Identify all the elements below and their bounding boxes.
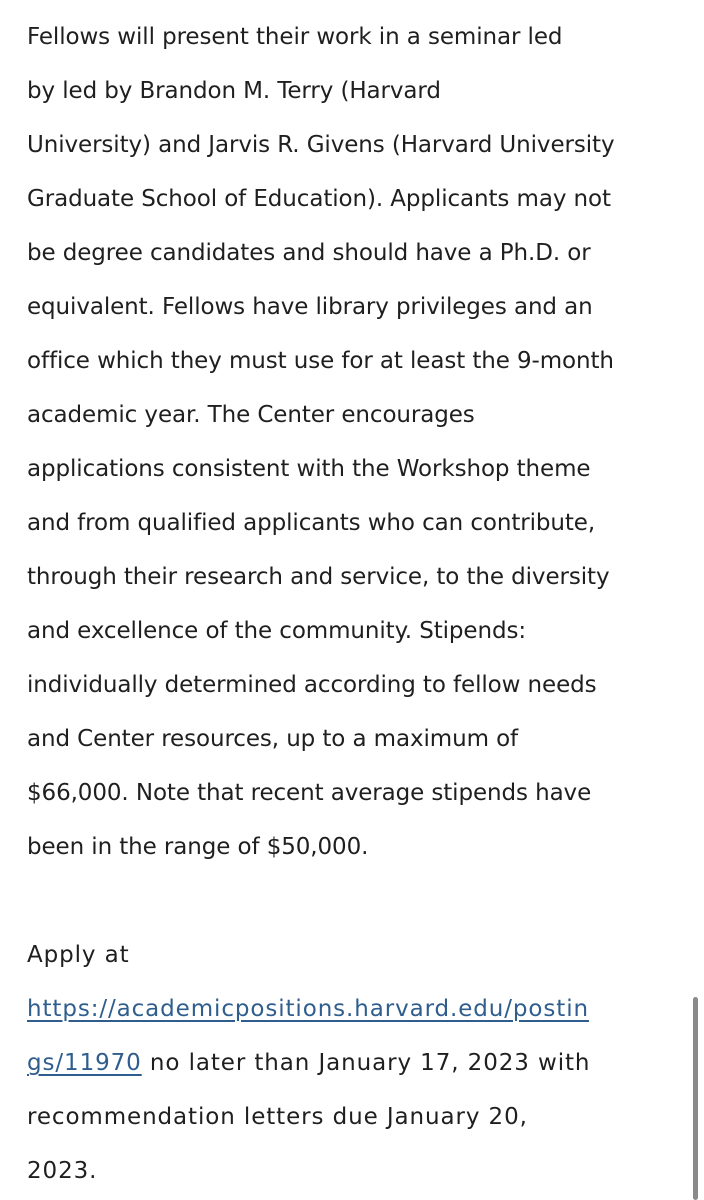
paragraph-line: be degree candidates and should have a Ph.D. or (27, 240, 591, 266)
paragraph-line: individually determined according to fellow needs (27, 672, 597, 698)
paragraph-line: been in the range of $50,000. (27, 834, 369, 860)
article-body (27, 10, 687, 1198)
apply-paragraph (27, 928, 687, 1198)
paragraph-line: applications consistent with the Workshop theme (27, 456, 591, 482)
paragraph-line: office which they must use for at least the 9-month (27, 348, 614, 374)
apply-link-line (27, 982, 687, 1036)
paragraph-line: through their research and service, to the diversity (27, 564, 610, 590)
paragraph-line: by led by Brandon M. Terry (Harvard (27, 78, 441, 104)
scrollbar-thumb[interactable] (693, 997, 698, 1200)
apply-deadline-line (27, 1036, 687, 1090)
application-link[interactable]: https://academicpositions.harvard.edu/postin (27, 996, 589, 1022)
paragraph-line: University) and Jarvis R. Givens (Harvard University (27, 132, 615, 158)
paragraph-line: $66,000. Note that recent average stipends have (27, 780, 592, 806)
apply-recommendation-line: recommendation letters due January 20, (27, 1104, 528, 1130)
paragraph-line: Graduate School of Education). Applicants may not (27, 186, 611, 212)
paragraph-line: and from qualified applicants who can contribute, (27, 510, 596, 536)
apply-deadline-text: no later than January 17, 2023 with (141, 1050, 591, 1076)
application-link-continued[interactable]: gs/11970 (27, 1050, 142, 1076)
paragraph-line: academic year. The Center encourages (27, 402, 475, 428)
paragraph-spacer (27, 874, 687, 928)
paragraph-line: and excellence of the community. Stipends: (27, 618, 526, 644)
paragraph-line: equivalent. Fellows have library privileges and an (27, 294, 593, 320)
paragraph-line: Fellows will present their work in a seminar led (27, 24, 563, 50)
fellowship-paragraph (27, 10, 687, 874)
apply-year-line: 2023. (27, 1158, 98, 1184)
paragraph-line: and Center resources, up to a maximum of (27, 726, 519, 752)
apply-intro: Apply at (27, 942, 130, 968)
